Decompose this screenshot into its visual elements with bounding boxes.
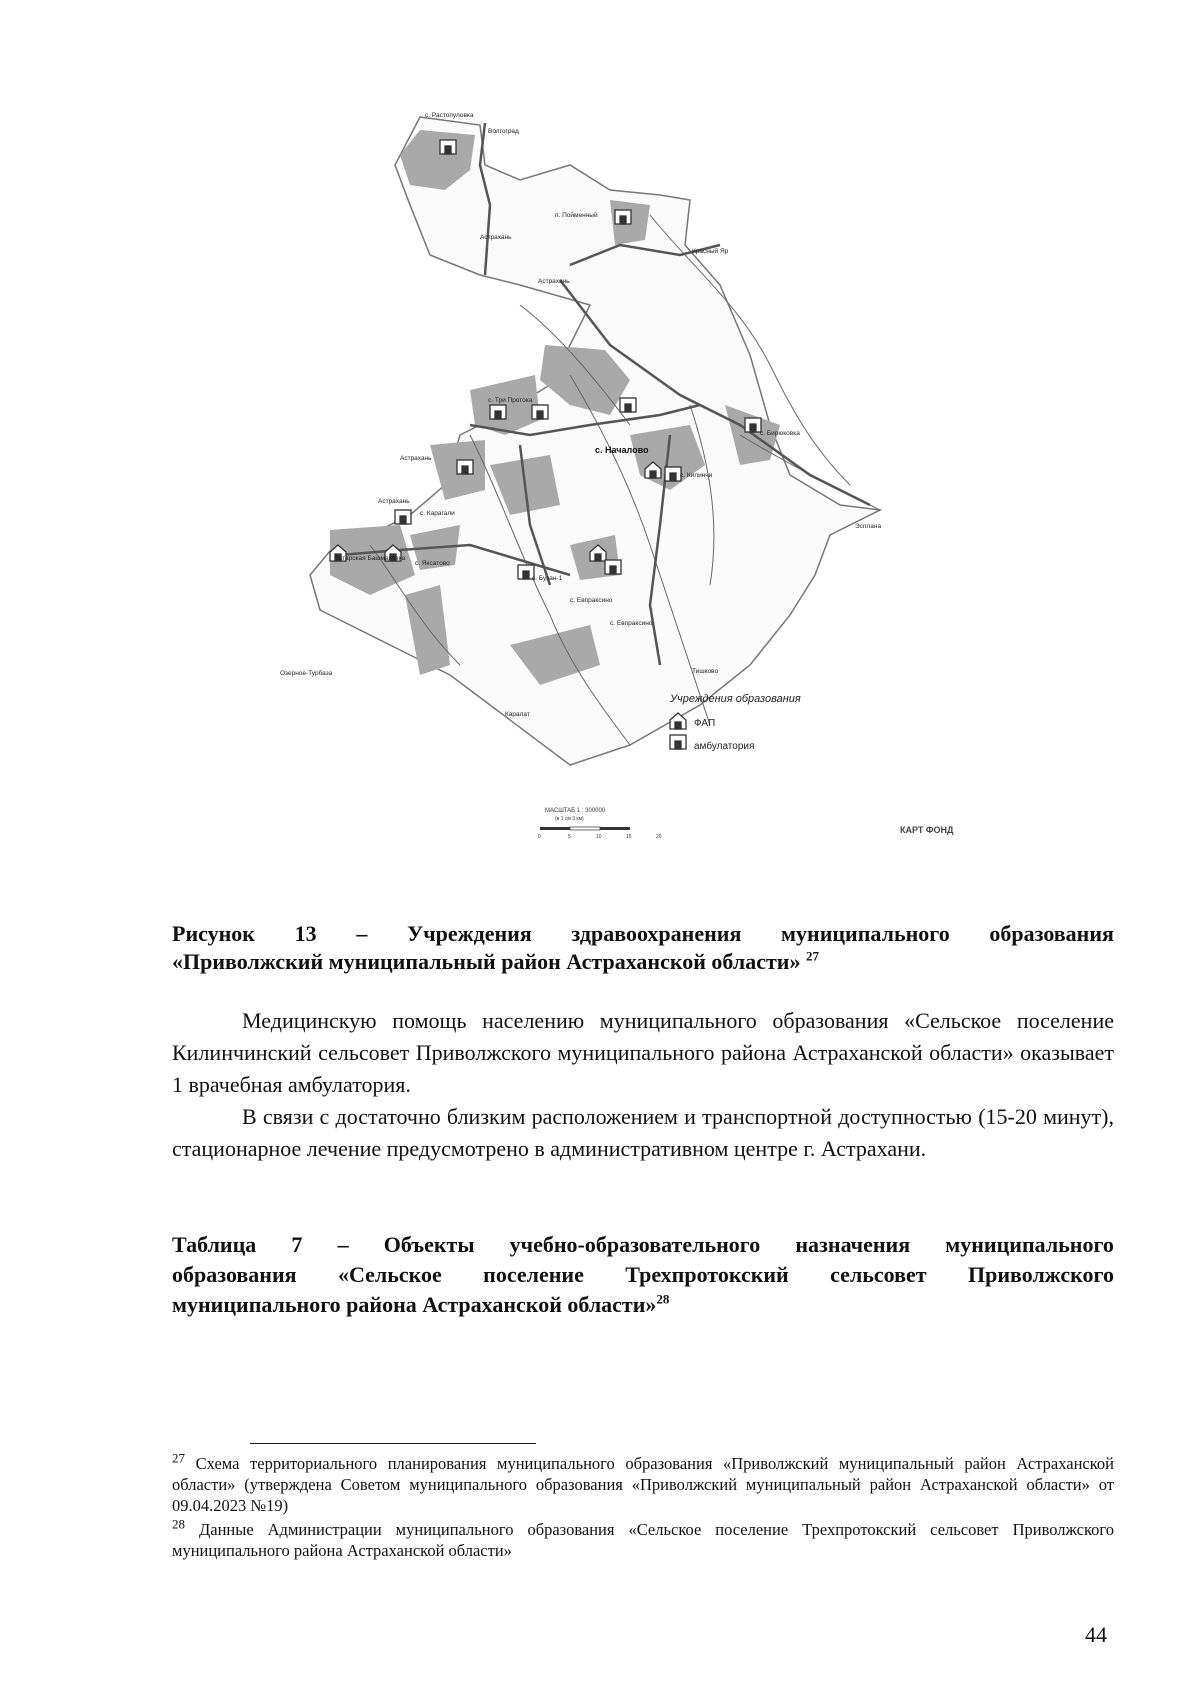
place-label: п. Пойменный	[555, 212, 598, 219]
place-label: Волгоград	[488, 128, 519, 135]
figure-caption	[172, 920, 1114, 976]
place-label: с. Бузан-1	[532, 575, 563, 582]
footnote: $^{27}$ Схема территориального планирования муниципального образования «Приволжский муниципальный район Астраханской области» (утверждена Советом муниципального образования «Приволжский муниципальный район Астраханской области» от 09.04.2023 №19)	[172, 1450, 1114, 1515]
page-number: 44	[1085, 1622, 1107, 1647]
footnote-ref: 27	[805, 948, 819, 964]
ambulatory-icon	[670, 735, 686, 749]
svg-text:10: 10	[596, 834, 602, 840]
place-label: Татарская Башмаковка	[335, 555, 406, 562]
scale-sub: (в 1 см 3 км)	[555, 816, 584, 822]
legend-fap-label: ФАП	[694, 718, 716, 729]
place-label: с. Три Протока	[488, 397, 533, 404]
scale-label: МАСШТАБ 1 : 300000	[545, 808, 606, 814]
figure-caption-line1: Рисунок 13 – Учреждения здравоохранения муниципального образования	[172, 921, 1114, 946]
svg-text:20: 20	[656, 834, 662, 840]
place-label: с. Растопуловка	[425, 112, 474, 119]
paragraph: Медицинскую помощь населению муниципального образования «Сельское поселение Килинчинский сельсовет Приволжского муниципального района Астраханской области» оказывает 1 врачебная амбулатория.	[172, 1008, 1114, 1097]
place-label: Астрахань	[538, 278, 570, 285]
place-label: с. Евпраксино	[610, 620, 653, 627]
paragraph: В связи с достаточно близким расположением и транспортной доступностью (15-20 минут), стационарное лечение предусмотрено в административном центре г. Астрахани.	[172, 1104, 1114, 1161]
svg-text:0: 0	[538, 834, 541, 840]
place-label: с. Карагали	[420, 510, 455, 517]
place-label: с. Яксатово	[415, 560, 450, 567]
place-label: Каралат	[505, 711, 530, 718]
place-label: Красный Яр	[692, 248, 729, 255]
footnote-ref: 28	[656, 1291, 670, 1307]
place-label: Озерное-Турбаза	[280, 670, 333, 677]
svg-text:15: 15	[626, 834, 632, 840]
figure-caption-line2: «Приволжский муниципальный район Астраханской области» $^{27}$	[172, 948, 819, 974]
svg-text:5: 5	[568, 834, 571, 840]
place-label: Эсплана	[855, 523, 882, 530]
map-svg	[270, 105, 970, 915]
scale-bar	[538, 808, 662, 840]
map-legend	[669, 693, 801, 752]
place-label: Астрахань	[378, 498, 410, 505]
footnote: $^{28}$ Данные Администрации муниципального образования «Сельское поселение Трехпротокский сельсовет Приволжского муниципального района Астраханской области»	[172, 1516, 1114, 1560]
center-label: с. Началово	[595, 445, 649, 455]
fund-logo: КАРТ ФОНД	[900, 825, 954, 835]
place-label: с. Бирюковка	[760, 430, 800, 437]
footnote-separator	[250, 1443, 536, 1444]
place-label: с. Килинчи	[680, 472, 713, 479]
legend-title: Учреждения образования	[670, 693, 801, 705]
place-label: Тишково	[692, 668, 719, 675]
place-label: с. Евпраксино	[570, 597, 613, 604]
place-label: Астрахань	[400, 455, 432, 462]
legend-ambulatory-label: амбулатория	[694, 741, 755, 752]
place-label: Астрахань	[480, 234, 512, 241]
table-caption: Таблица 7 – Объекты учебно-образовательного назначения муниципального образования «Сельское поселение Трехпротокский сельсовет Приволжского муниципального района Астраханской области»$^{28}$	[172, 1232, 1114, 1317]
map-figure	[270, 105, 970, 915]
